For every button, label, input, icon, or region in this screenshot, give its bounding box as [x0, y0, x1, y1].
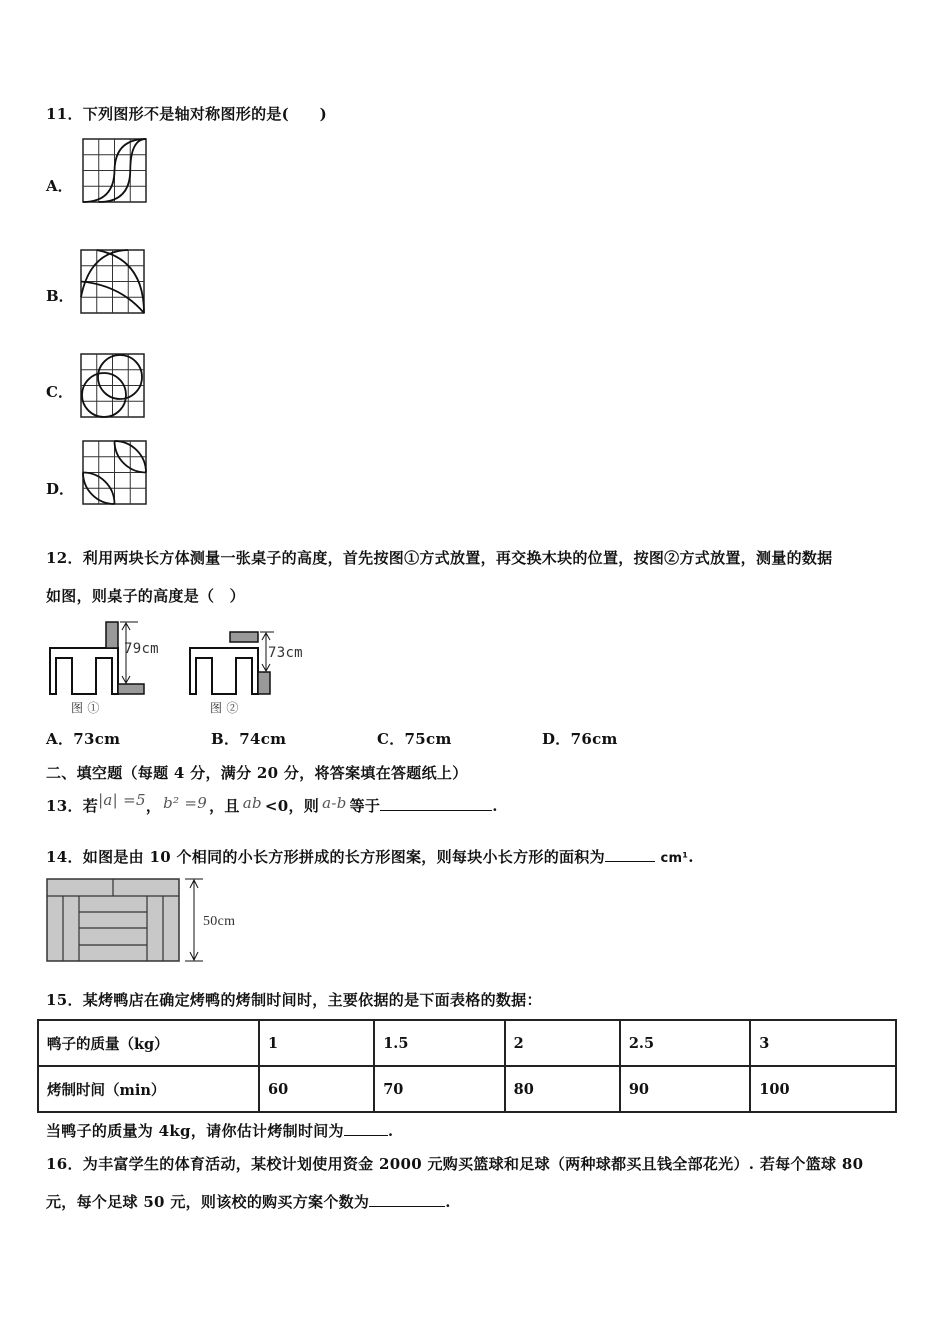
q13-a-minus-b: a-b	[322, 794, 347, 812]
q12-option-a: A．73cm	[46, 730, 121, 748]
q13-b-squared: b² =9	[163, 794, 208, 812]
q11-option-a-figure	[82, 138, 148, 204]
q13-abs-a: |a| =5	[98, 791, 146, 809]
q16-line1: 16．为丰富学生的体育活动，某校计划使用资金 2000 元购买篮球和足球（两种球都买且钱全部花光）. 若每个篮球 80	[46, 1155, 864, 1173]
q12-option-c: C．75cm	[377, 730, 452, 748]
table-cell: 60	[259, 1066, 374, 1112]
table-cell: 100	[750, 1066, 896, 1112]
q15-stem: 15．某烤鸭店在确定烤鸭的烤制时间时，主要依据的是下面表格的数据：	[46, 991, 542, 1009]
q13-ab: ab	[242, 794, 262, 812]
q11-option-a-label: A．	[46, 177, 73, 195]
q14-measure: 50cm	[203, 914, 236, 929]
q11-option-d-label: D．	[46, 480, 75, 498]
q12-option-d: D．76cm	[542, 730, 618, 748]
q13-answer-blank[interactable]	[380, 796, 492, 811]
table-cell: 2	[505, 1020, 620, 1066]
q15-after-table-line	[46, 1120, 393, 1141]
q13-sep1: ，	[145, 797, 162, 815]
table-row	[38, 1066, 896, 1112]
q12-fig2-caption: 图 ②	[210, 701, 239, 715]
q15-row2-header: 烤制时间（min）	[38, 1066, 259, 1112]
table-cell: 80	[505, 1066, 620, 1112]
table-row	[38, 1020, 896, 1066]
q16-answer-blank[interactable]	[369, 1192, 445, 1207]
q14-stem: 14．如图是由 10 个相同的小长方形拼成的长方形图案，则每块小长方形的面积为	[46, 848, 605, 866]
q15-after-table: 当鸭子的质量为 4kg，请你估计烤制时间为	[46, 1122, 344, 1140]
q11-option-c-label: C．	[46, 383, 73, 401]
q16-end: .	[445, 1193, 451, 1211]
q15-data-table	[37, 1019, 897, 1113]
q15-end: .	[387, 1122, 394, 1140]
q13-tail: 等于	[349, 797, 381, 815]
q16-line2: 元，每个足球 50 元，则该校的购买方案个数为	[46, 1193, 370, 1211]
q13-end: .	[492, 797, 498, 815]
q13-then: ，则	[288, 797, 320, 815]
q11-option-b-figure	[80, 249, 146, 315]
q12-fig1-caption: 图 ①	[71, 701, 100, 715]
q13-prefix: 13．若	[46, 797, 99, 815]
table-cell: 2.5	[620, 1020, 750, 1066]
q14-end: .	[688, 848, 694, 866]
q15-row1-header: 鸭子的质量（kg）	[38, 1020, 259, 1066]
q12-option-b: B．74cm	[211, 730, 287, 748]
q16-line2-wrap	[46, 1191, 451, 1212]
q11-option-b-label: B．	[46, 287, 74, 305]
q13-mid: ，且	[209, 797, 240, 815]
q11-option-c-figure	[80, 353, 146, 419]
table-cell: 1	[259, 1020, 374, 1066]
q14-line	[46, 846, 694, 867]
q12-fig1-measure: 79cm	[124, 641, 159, 657]
q11-option-d-figure	[82, 440, 148, 506]
q11-stem: 11．下列图形不是轴对称图形的是( )	[46, 105, 328, 123]
table-cell: 3	[750, 1020, 896, 1066]
q12-stem-line1: 12．利用两块长方体测量一张桌子的高度，首先按图①方式放置，再交换木块的位置，按图②方式放置，测量的数据	[46, 549, 833, 567]
q14-answer-blank[interactable]	[605, 847, 655, 862]
q13-line	[46, 791, 498, 816]
table-cell: 1.5	[374, 1020, 504, 1066]
table-cell: 70	[374, 1066, 504, 1112]
section2-heading: 二、填空题（每题 4 分，满分 20 分，将答案填在答题纸上）	[46, 764, 468, 782]
q14-rectangle-figure	[46, 876, 216, 966]
q15-answer-blank[interactable]	[344, 1121, 388, 1136]
q13-lt0: <0	[264, 797, 289, 815]
table-cell: 90	[620, 1066, 750, 1112]
q12-stem-line2: 如图，则桌子的高度是（ ）	[46, 587, 245, 605]
q14-unit: cm¹	[660, 851, 689, 866]
q12-fig2-measure: 73cm	[268, 645, 303, 661]
